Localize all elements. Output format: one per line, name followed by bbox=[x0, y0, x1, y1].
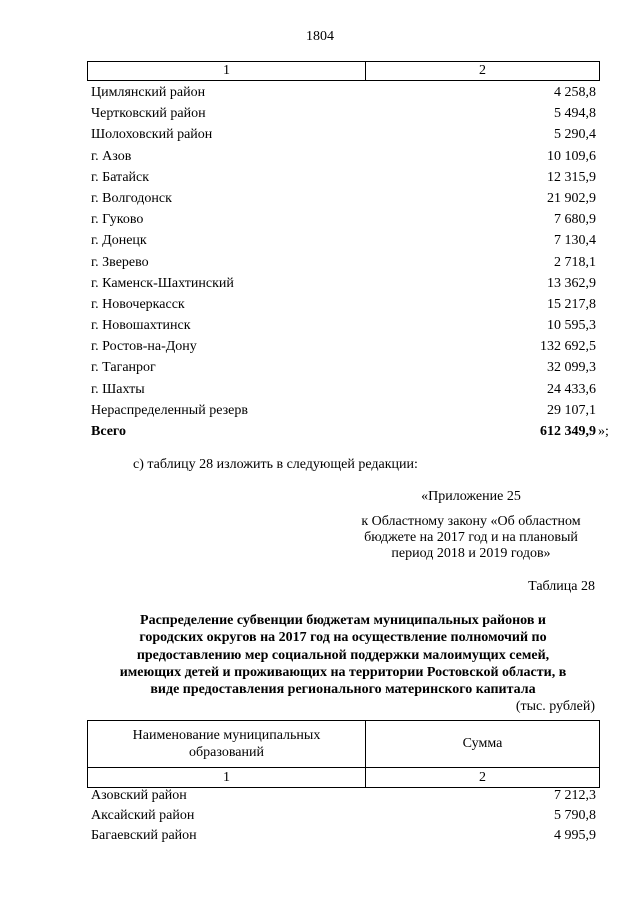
row-name: Цимлянский район bbox=[91, 85, 206, 100]
table-label: Таблица 28 bbox=[528, 579, 595, 594]
table2-col2-number: 2 bbox=[479, 770, 486, 785]
row-name: г. Новошахтинск bbox=[91, 318, 191, 334]
table-total-row bbox=[91, 421, 609, 442]
table2-column-numbers bbox=[87, 768, 600, 788]
row-value: 29 107,1 bbox=[547, 402, 596, 418]
appendix-line: бюджете на 2017 год и на плановый bbox=[364, 530, 578, 545]
row-name: г. Азов bbox=[91, 148, 132, 164]
title-line: городских округов на 2017 год на осуществление полномочий по bbox=[139, 630, 547, 646]
row-name: Шолоховский район bbox=[91, 127, 213, 143]
page-number: 1804 bbox=[306, 29, 334, 44]
table-row bbox=[91, 167, 596, 188]
header-line: Наименование муниципальных bbox=[132, 728, 321, 743]
row-value: 15 217,8 bbox=[547, 296, 596, 312]
row-value: 13 362,9 bbox=[547, 275, 596, 291]
table-row bbox=[91, 379, 596, 400]
row-value: 4 258,8 bbox=[554, 85, 596, 100]
table2-header-sum: Сумма bbox=[462, 736, 503, 751]
row-value: 24 433,6 bbox=[547, 381, 596, 397]
row-name: г. Таганрог bbox=[91, 360, 156, 376]
table-row bbox=[91, 103, 596, 124]
row-value: 10 109,6 bbox=[547, 148, 596, 164]
row-value: 5 290,4 bbox=[554, 127, 596, 143]
table2-col1-number: 1 bbox=[88, 768, 366, 787]
title-line: имеющих детей и проживающих на территории Ростовской области, в bbox=[119, 664, 567, 680]
row-name: Чертковский район bbox=[91, 106, 206, 122]
units-label: (тыс. рублей) bbox=[515, 699, 595, 714]
row-value: 7 130,4 bbox=[554, 233, 596, 249]
instruction-text: с) таблицу 28 изложить в следующей редакции: bbox=[133, 457, 418, 472]
table-row bbox=[91, 336, 596, 357]
document-title bbox=[88, 612, 598, 698]
row-value: 21 902,9 bbox=[547, 190, 596, 206]
table1-column-numbers bbox=[87, 61, 600, 81]
table-row bbox=[91, 188, 596, 209]
appendix-line: к Областному закону «Об областном bbox=[361, 514, 581, 529]
table2-header-row bbox=[87, 720, 600, 768]
row-name: Багаевский район bbox=[91, 828, 197, 843]
table-row bbox=[91, 294, 596, 315]
table2-header-name bbox=[88, 721, 366, 767]
table-row bbox=[91, 826, 596, 846]
row-value: 132 692,5 bbox=[540, 339, 596, 355]
row-name: г. Гуково bbox=[91, 212, 144, 228]
table-row bbox=[91, 357, 596, 378]
title-line: предоставлению мер социальной поддержки малоимущих семей, bbox=[136, 647, 550, 663]
row-value: 2 718,1 bbox=[554, 254, 596, 270]
row-name: Азовский район bbox=[91, 788, 187, 803]
header-line: образований bbox=[189, 745, 264, 760]
table-row bbox=[91, 252, 596, 273]
table-row bbox=[91, 82, 596, 103]
total-value: 612 349,9 bbox=[540, 424, 596, 439]
table-row bbox=[91, 146, 596, 167]
table-row bbox=[91, 124, 596, 145]
row-name: г. Донецк bbox=[91, 233, 147, 249]
row-name: г. Батайск bbox=[91, 169, 150, 185]
row-name: Нераспределенный резерв bbox=[91, 402, 248, 418]
row-value: 7 212,3 bbox=[554, 788, 596, 803]
table-row bbox=[91, 273, 596, 294]
row-value: 32 099,3 bbox=[547, 360, 596, 376]
table-row bbox=[91, 786, 596, 806]
row-name: г. Каменск-Шахтинский bbox=[91, 275, 234, 291]
table1-body bbox=[91, 82, 609, 442]
table1-col2-number: 2 bbox=[479, 63, 486, 78]
table-row bbox=[91, 315, 596, 336]
table-row bbox=[91, 806, 596, 826]
table-row bbox=[91, 230, 596, 251]
row-value: 12 315,9 bbox=[547, 169, 596, 185]
table-row bbox=[91, 209, 596, 230]
row-value: 10 595,3 bbox=[547, 318, 596, 334]
row-value: 5 494,8 bbox=[554, 106, 596, 122]
table-row bbox=[91, 400, 596, 421]
table2-header bbox=[87, 720, 600, 788]
row-value: 5 790,8 bbox=[554, 808, 596, 823]
row-name: г. Ростов-на-Дону bbox=[91, 339, 197, 355]
row-name: г. Зверево bbox=[91, 254, 149, 270]
total-label: Всего bbox=[91, 424, 126, 439]
title-line: виде предоставления регионального материнского капитала bbox=[150, 682, 536, 698]
table1-col1-number: 1 bbox=[88, 62, 366, 80]
row-value: 7 680,9 bbox=[554, 212, 596, 228]
title-line: Распределение субвенции бюджетам муниципальных районов и bbox=[140, 613, 546, 628]
row-name: г. Волгодонск bbox=[91, 190, 172, 206]
appendix-title: «Приложение 25 bbox=[421, 489, 521, 504]
row-name: г. Шахты bbox=[91, 381, 145, 397]
row-value: 4 995,9 bbox=[554, 828, 596, 843]
table2-body bbox=[91, 786, 596, 846]
appendix-line: период 2018 и 2019 годов» bbox=[391, 546, 551, 561]
row-name: Аксайский район bbox=[91, 808, 195, 823]
total-suffix: »; bbox=[598, 424, 609, 439]
row-name: г. Новочеркасск bbox=[91, 296, 185, 312]
